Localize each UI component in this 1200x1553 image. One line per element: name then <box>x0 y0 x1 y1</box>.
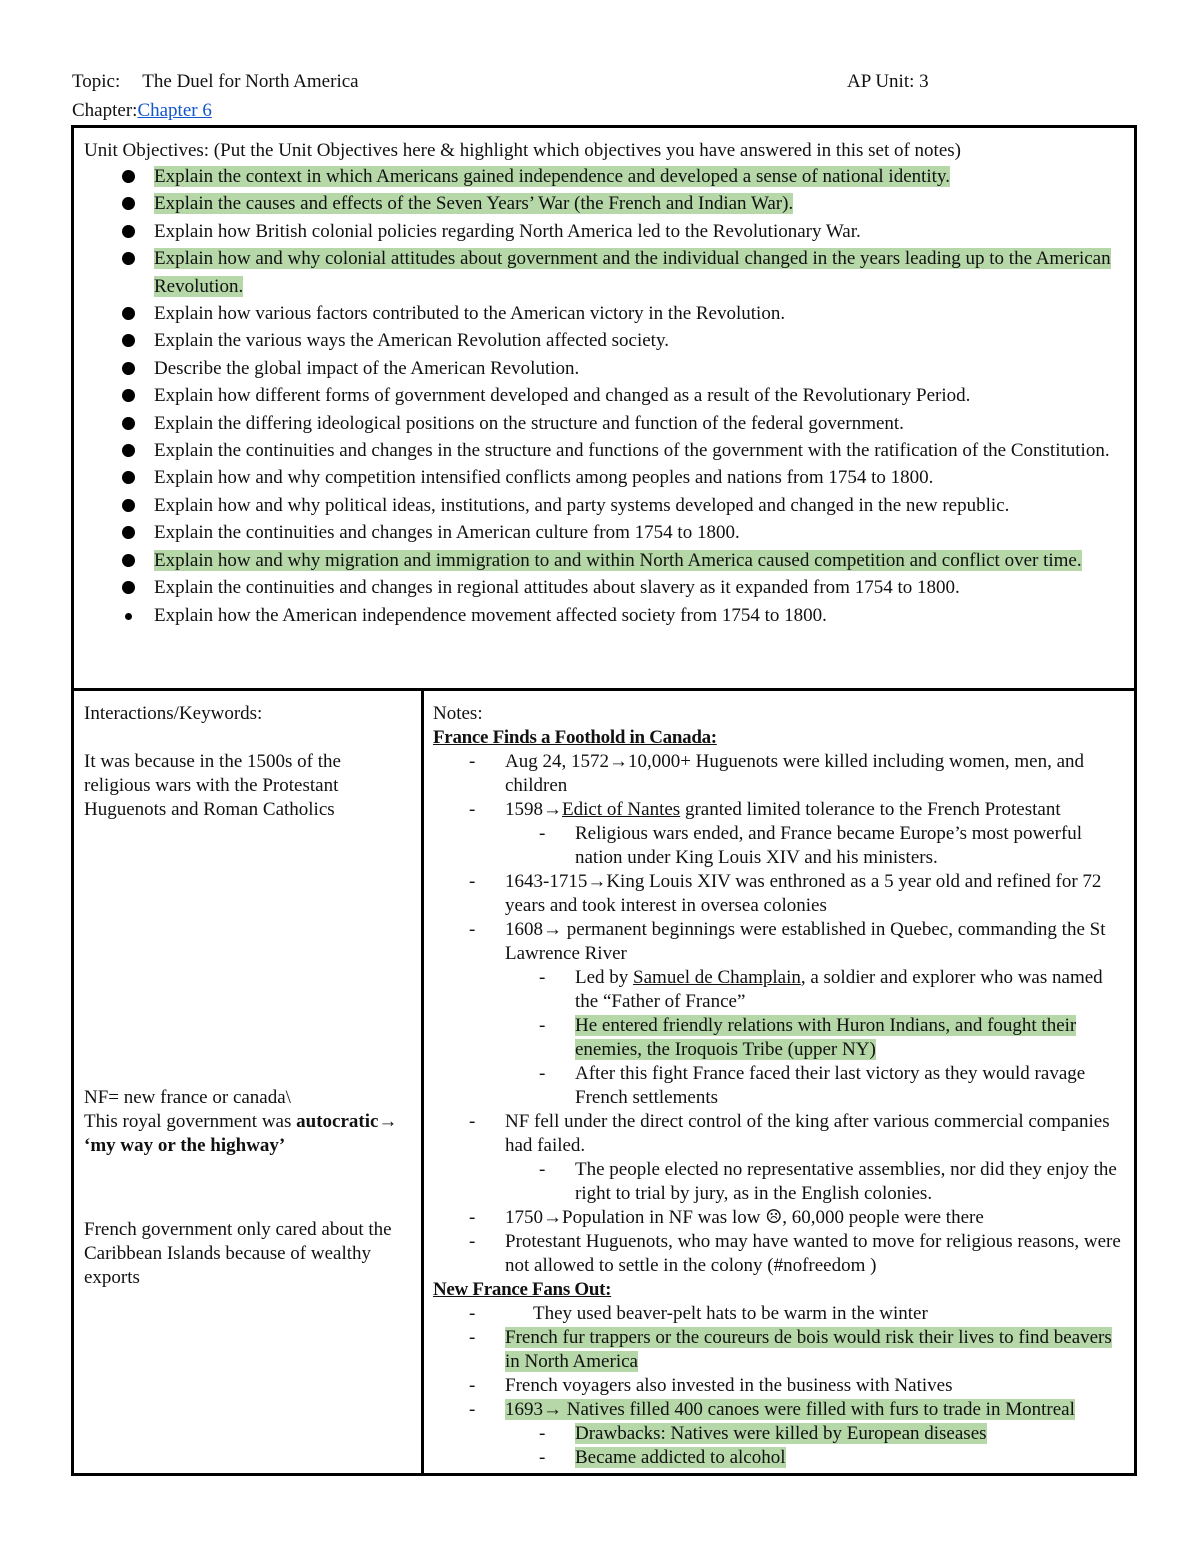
bullet-icon <box>122 417 135 430</box>
note-item: - 1598→Edict of Nantes granted limited tolerance to the French Protestant <box>469 799 1061 820</box>
objective-item: Explain the various ways the American Revolution affected society. <box>84 327 1134 354</box>
unit-label: AP Unit: 3 <box>847 71 929 92</box>
note-item: - 1643-1715→King Louis XIV was enthroned as a 5 year old and refined for 72 years and took interest in oversea colonies <box>469 871 1102 916</box>
note-subitem: - Drawbacks: Natives were killed by European diseases <box>539 1423 987 1444</box>
chapter-label: Chapter: <box>72 100 138 121</box>
objectives-box <box>71 125 1137 691</box>
note-subitem: - After this fight France faced their last victory as they would ravage French settlements <box>539 1063 1086 1108</box>
note-item: - NF fell under the direct control of the king after various commercial companies had failed. <box>469 1111 1110 1156</box>
note-subitem: - Religious wars ended, and France became Europe’s most powerful nation under King Louis XIV and his ministers. <box>539 823 1083 868</box>
objective-item: Explain how and why migration and immigration to and within North America caused competition and conflict over time. <box>84 547 1134 574</box>
objective-item: Explain the context in which Americans gained independence and developed a sense of national identity. <box>84 163 1134 190</box>
note-subitem: - Led by Samuel de Champlain, a soldier and explorer who was named the “Father of France” <box>539 967 1103 1012</box>
objective-item: Explain how the American independence movement affected society from 1754 to 1800. <box>84 602 1134 629</box>
bullet-icon <box>122 225 135 238</box>
bullet-icon <box>122 554 135 567</box>
bullet-icon <box>122 170 135 183</box>
note-subitem: - He entered friendly relations with Huron Indians, and fought their enemies, the Iroquois Tribe (upper NY) <box>539 1015 1077 1060</box>
objective-item: Explain how British colonial policies regarding North America led to the Revolutionary War. <box>84 218 1134 245</box>
objective-item: Explain how and why political ideas, institutions, and party systems developed and changed in the new republic. <box>84 492 1134 519</box>
small-bullet-icon <box>125 613 132 620</box>
chapter-link[interactable]: Chapter 6 <box>137 100 212 121</box>
keywords-heading: Interactions/Keywords: <box>84 703 263 724</box>
keywords-column <box>71 690 424 1476</box>
topic-text: The Duel for North America <box>142 71 359 92</box>
objectives-list <box>84 163 1134 629</box>
chapter-line <box>72 100 212 122</box>
objective-item: Explain how and why competition intensified conflicts among peoples and nations from 1754 to 1800. <box>84 464 1134 491</box>
note-item: - 1608→ permanent beginnings were established in Quebec, commanding the St Lawrence River <box>469 919 1106 964</box>
section-title: France Finds a Foothold in Canada: <box>433 727 717 748</box>
objectives-title: Unit Objectives: (Put the Unit Objectives here & highlight which objectives you have answered in this set of notes) <box>84 140 961 161</box>
topic-label: Topic: <box>72 71 121 92</box>
keyword-note: It was because in the 1500s of the religious wars with the Protestant Huguenots and Roman Catholics <box>84 751 341 820</box>
objective-item: Explain how and why colonial attitudes about government and the individual changed in the years leading up to the American Revolution. <box>84 245 1134 300</box>
bullet-icon <box>122 307 135 320</box>
objective-item: Explain the continuities and changes in American culture from 1754 to 1800. <box>84 519 1134 546</box>
note-item: - 1750→Population in NF was low ☹, 60,000 people were there <box>469 1207 984 1228</box>
note-item: - 1693→ Natives filled 400 canoes were filled with furs to trade in Montreal <box>469 1399 1075 1420</box>
bullet-icon <box>122 499 135 512</box>
note-item: - Protestant Huguenots, who may have wanted to move for religious reasons, were not allowed to settle in the colony (#nofreedom ) <box>469 1231 1121 1276</box>
objective-item: Explain the differing ideological positions on the structure and function of the federal government. <box>84 410 1134 437</box>
keyword-note: NF= new france or canada\ This royal government was autocratic→ ‘my way or the highway’ <box>84 1087 398 1156</box>
bullet-icon <box>122 444 135 457</box>
note-subitem: - Became addicted to alcohol <box>539 1447 786 1468</box>
note-item: - They used beaver-pelt hats to be warm in the winter <box>469 1303 928 1324</box>
note-item: - Aug 24, 1572→10,000+ Huguenots were killed including women, men, and children <box>469 751 1085 796</box>
note-subitem: - The people elected no representative assemblies, nor did they enjoy the right to trial by jury, as in the English colonies. <box>539 1159 1117 1204</box>
topic-line <box>72 71 359 93</box>
bullet-icon <box>122 334 135 347</box>
keyword-note: French government only cared about the Caribbean Islands because of wealthy exports <box>84 1219 392 1288</box>
bullet-icon <box>122 252 135 265</box>
notes-heading: Notes: <box>433 703 483 724</box>
note-item: - French voyagers also invested in the business with Natives <box>469 1375 953 1396</box>
bullet-icon <box>122 389 135 402</box>
note-item: - French fur trappers or the coureurs de bois would risk their lives to find beavers in North America <box>469 1327 1112 1372</box>
notes-column <box>421 690 1137 1476</box>
bullet-icon <box>122 362 135 375</box>
objective-item: Explain the causes and effects of the Seven Years’ War (the French and Indian War). <box>84 190 1134 217</box>
bullet-icon <box>122 581 135 594</box>
objective-item: Explain the continuities and changes in regional attitudes about slavery as it expanded from 1754 to 1800. <box>84 574 1134 601</box>
bullet-icon <box>122 197 135 210</box>
objective-item: Describe the global impact of the American Revolution. <box>84 355 1134 382</box>
bullet-icon <box>122 526 135 539</box>
objective-item: Explain how various factors contributed to the American victory in the Revolution. <box>84 300 1134 327</box>
objective-item: Explain the continuities and changes in the structure and functions of the government with the ratification of the Constitution. <box>84 437 1134 464</box>
bullet-icon <box>122 471 135 484</box>
objective-item: Explain how different forms of government developed and changed as a result of the Revolutionary Period. <box>84 382 1134 409</box>
section-title: New France Fans Out: <box>433 1279 612 1300</box>
